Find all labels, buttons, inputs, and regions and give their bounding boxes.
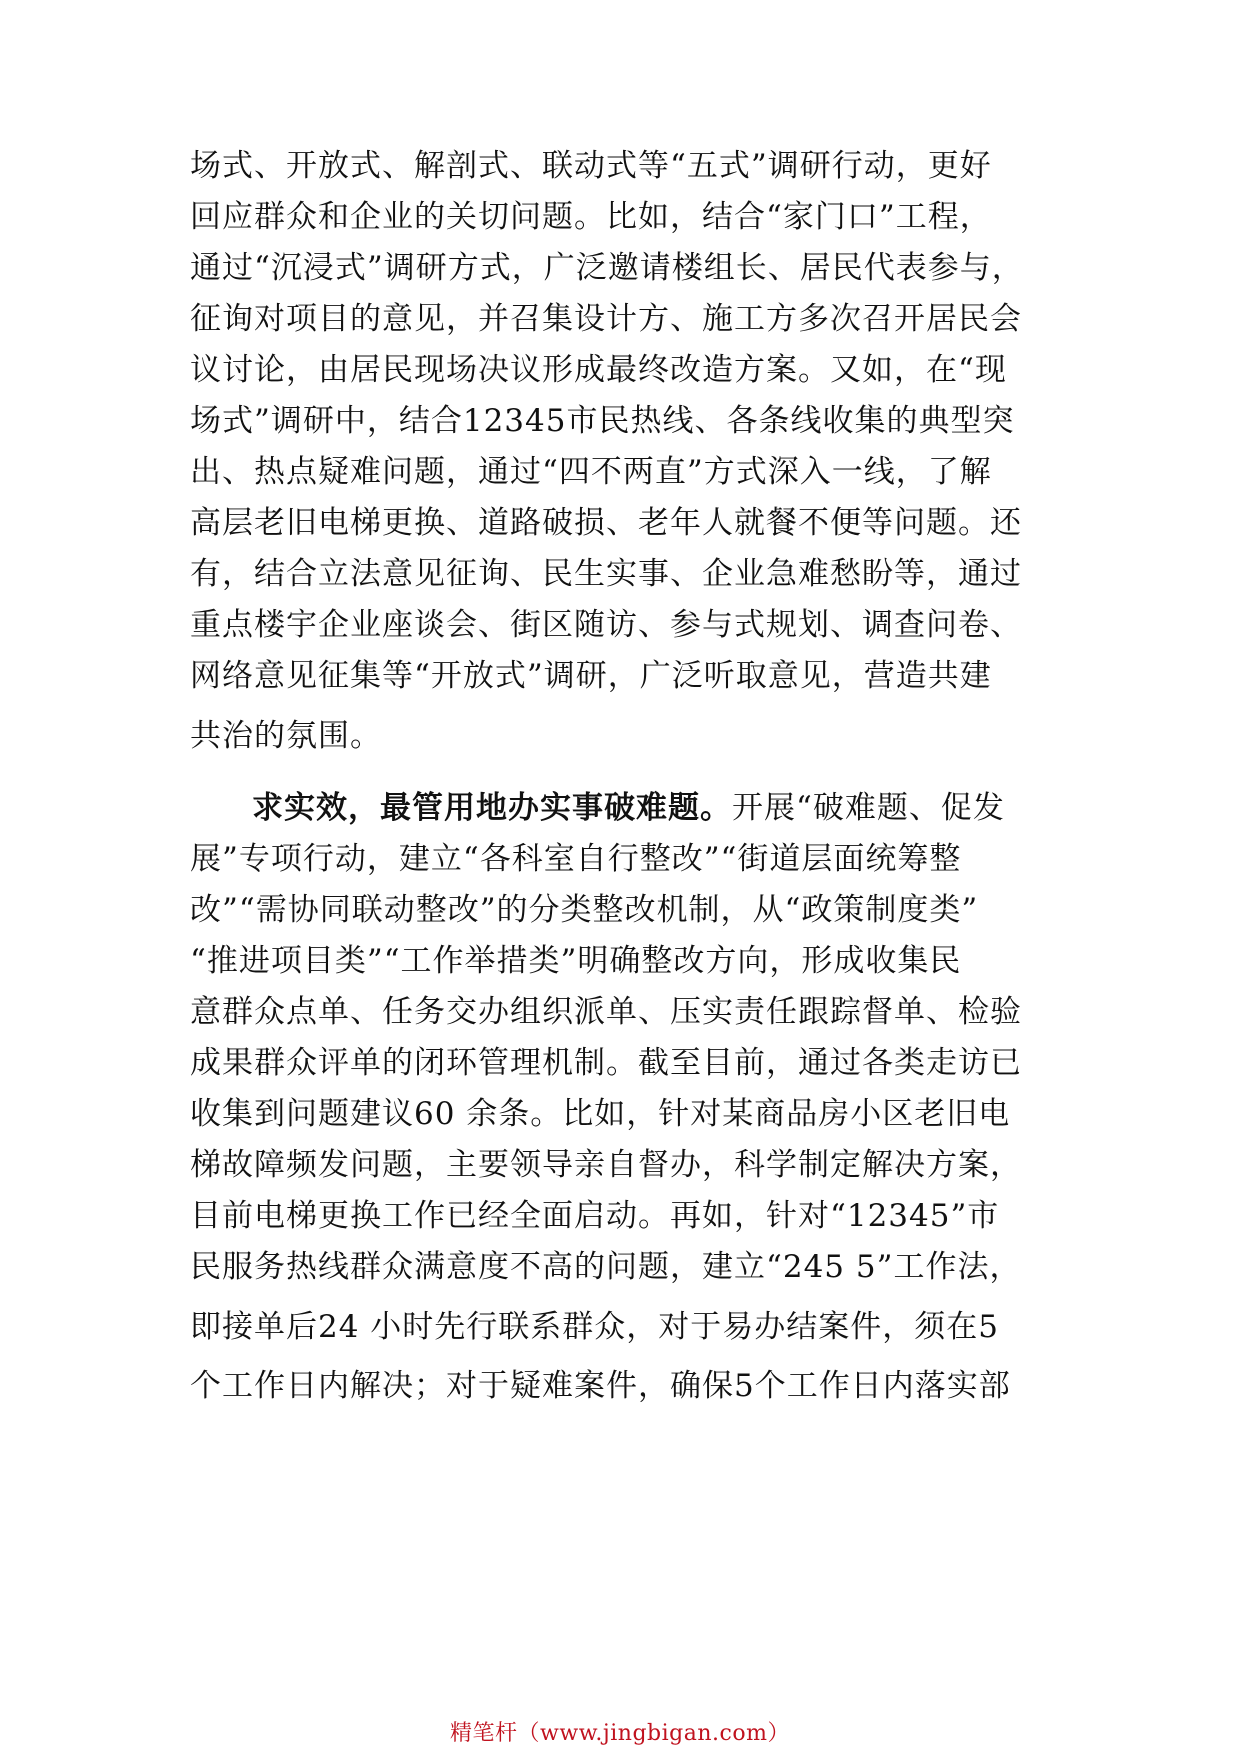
- text-line: 征询对项目的意见，并召集设计方、施工方多次召开居民会: [190, 301, 1022, 337]
- paragraph-lead-heading: 求实效，最管用地办实事破难题。: [252, 790, 732, 826]
- text-line: 目前电梯更换工作已经全面启动。再如，针对“12345”市: [190, 1198, 1000, 1234]
- text-line: 即接单后24 小时先行联系群众，对于易办结案件，须在5: [190, 1309, 1000, 1345]
- text-line: 改”“需协同联动整改”的分类整改机制，从“政策制度类”: [190, 892, 979, 928]
- text-line: 意群众点单、任务交办组织派单、压实责任跟踪督单、检验: [190, 994, 1022, 1030]
- text-line: 场式”调研中，结合12345市民热线、各条线收集的典型突: [190, 403, 1015, 439]
- text-line: 出、热点疑难问题，通过“四不两直”方式深入一线，了解: [190, 454, 992, 490]
- text-line: 收集到问题建议60 余条。比如，针对某商品房小区老旧电: [190, 1096, 1011, 1132]
- text-line: 通过“沉浸式”调研方式，广泛邀请楼组长、居民代表参与，: [190, 250, 1024, 286]
- first-line-rest: 开展“破难题、促发: [732, 790, 1005, 826]
- text-line: 有，结合立法意见征询、民生实事、企业急难愁盼等，通过: [190, 556, 1022, 592]
- text-line: “推进项目类”“工作举措类”明确整改方向，形成收集民: [190, 943, 962, 979]
- text-line: 重点楼宇企业座谈会、街区随访、参与式规划、调查问卷、: [190, 607, 1022, 643]
- text-line: 共治的氛围。: [190, 718, 382, 754]
- text-line: 高层老旧电梯更换、道路破损、老年人就餐不便等问题。还: [190, 505, 1022, 541]
- text-line: 网络意见征集等“开放式”调研，广泛听取意见，营造共建: [190, 658, 992, 694]
- text-line: 场式、开放式、解剖式、联动式等“五式”调研行动，更好: [190, 148, 992, 184]
- paragraph-research-actions: [190, 141, 1070, 770]
- text-line-first: [190, 783, 1070, 834]
- text-line: 梯故障频发问题，主要领导亲自督办，科学制定解决方案，: [190, 1147, 1022, 1183]
- text-line: 成果群众评单的闭环管理机制。截至目前，通过各类走访已: [190, 1045, 1022, 1081]
- text-line: 回应群众和企业的关切问题。比如，结合“家门口”工程，: [190, 199, 992, 235]
- text-line: 展”专项行动，建立“各科室自行整改”“街道层面统筹整: [190, 841, 962, 877]
- text-line: 个工作日内解决；对于疑难案件，确保5个工作日内落实部: [190, 1368, 1011, 1404]
- paragraph-solve-problems: [190, 783, 1070, 1412]
- text-line: 民服务热线群众满意度不高的问题，建立“245 5”工作法，: [190, 1249, 1022, 1285]
- text-line: 议讨论，由居民现场决议形成最终改造方案。又如，在“现: [190, 352, 1007, 388]
- footer-watermark-link[interactable]: 精笔杆（www.jingbigan.com）: [450, 1721, 790, 1746]
